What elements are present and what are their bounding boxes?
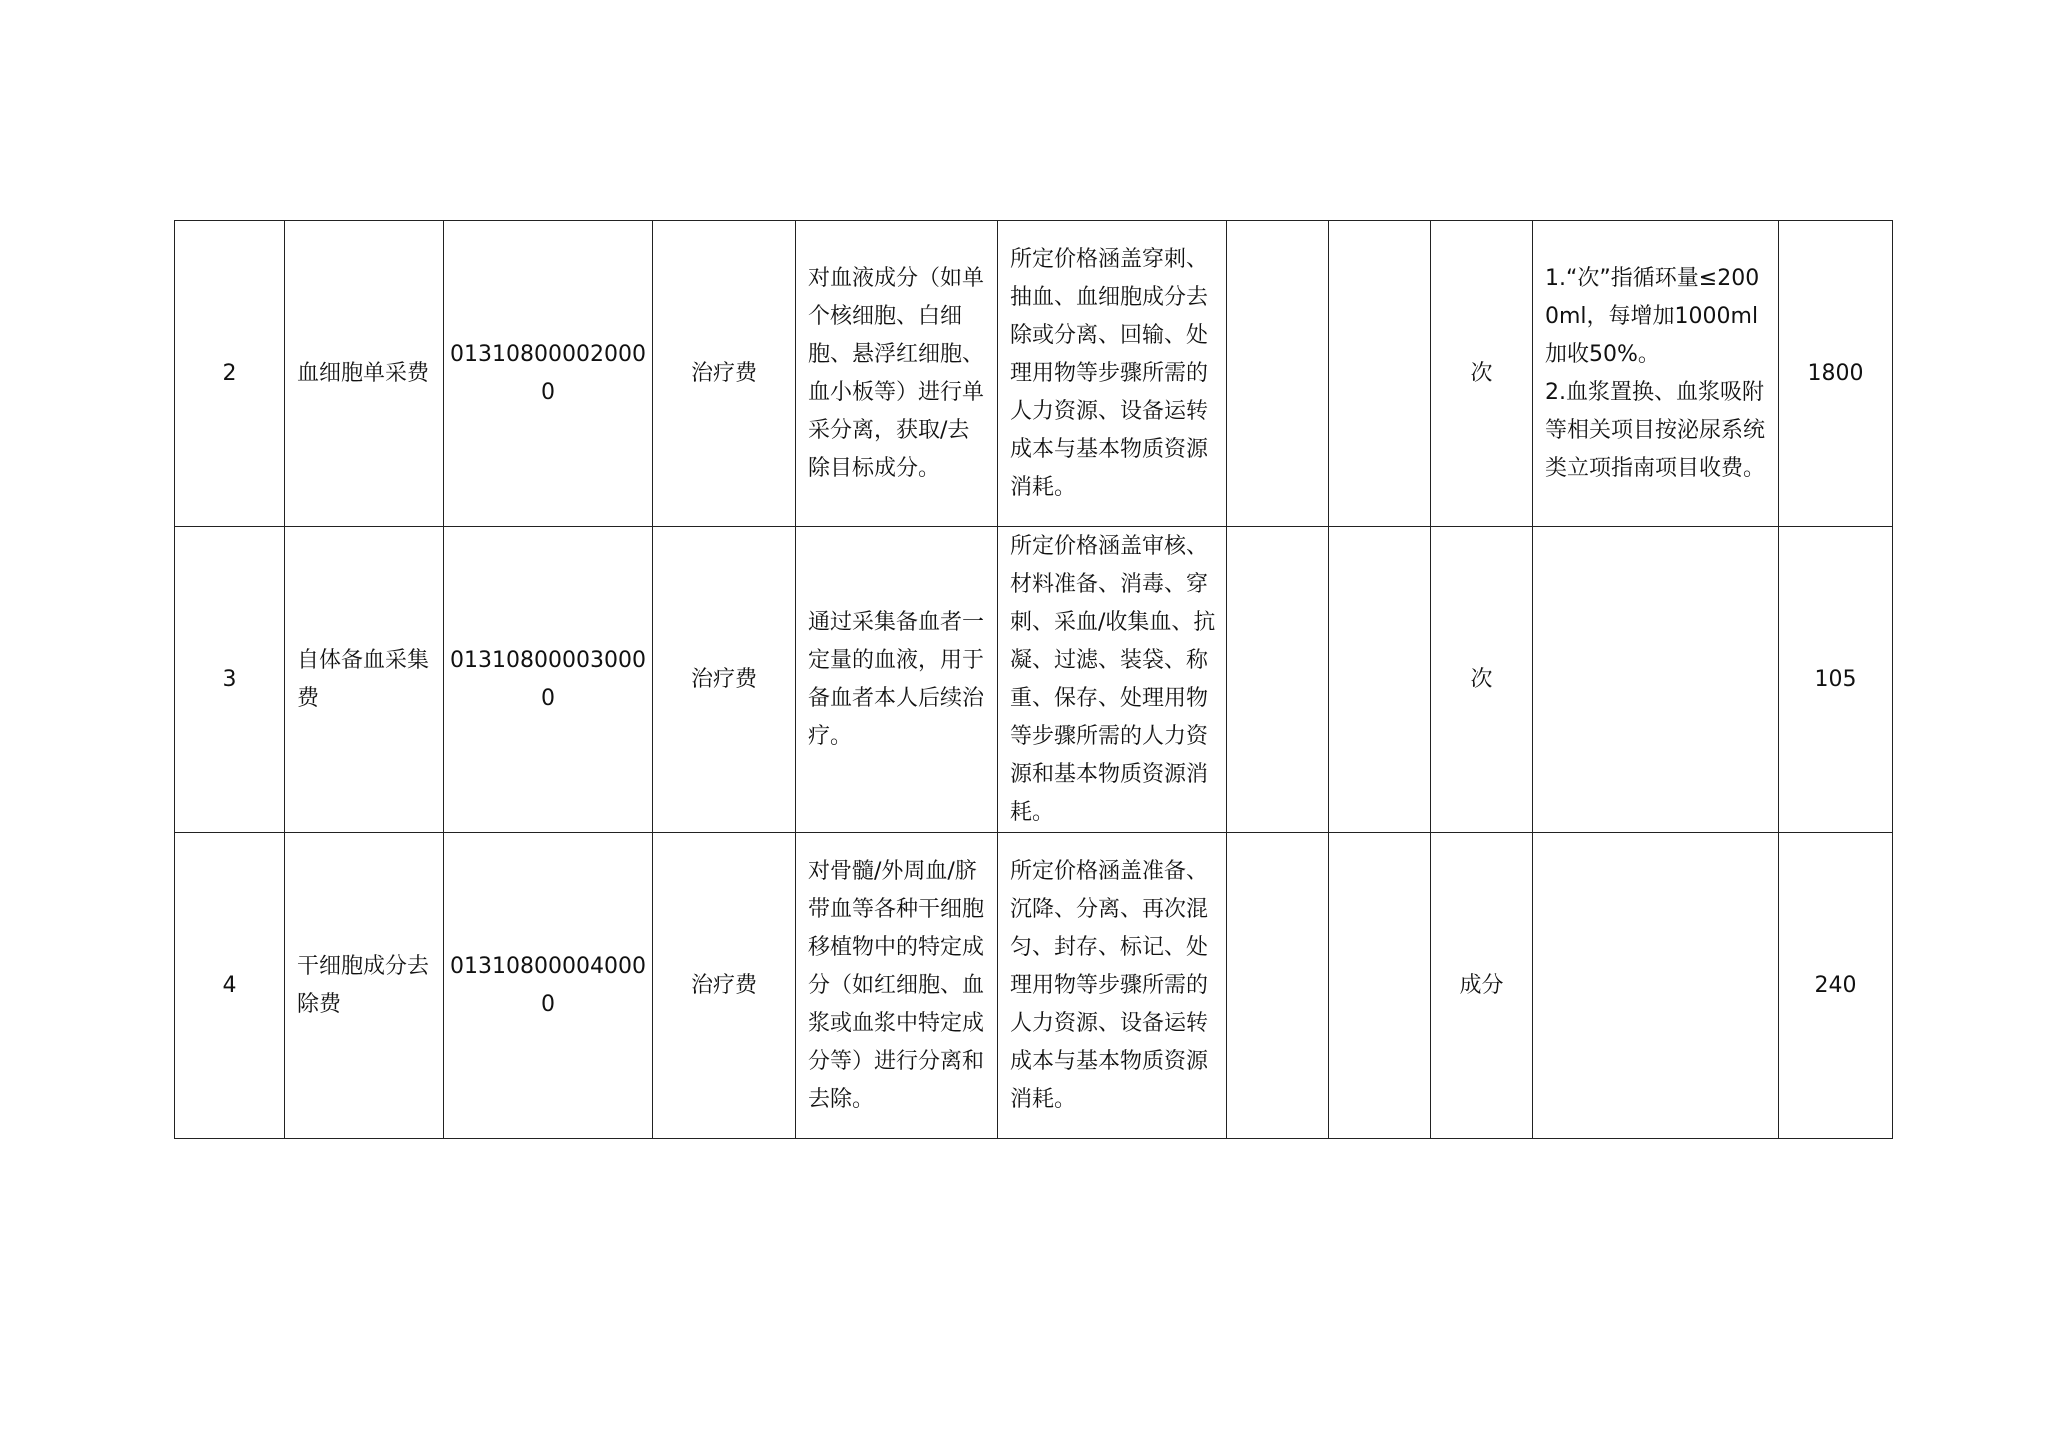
table-row — [175, 833, 1893, 1139]
price-unit: 次 — [1431, 221, 1533, 527]
price-scope: 所定价格涵盖准备、沉降、分离、再次混匀、封存、标记、处理用物等步骤所需的人力资源、设备运转成本与基本物质资源消耗。 — [998, 833, 1227, 1139]
price-scope: 所定价格涵盖审核、材料准备、消毒、穿刺、采血/收集血、抗凝、过滤、装袋、称重、保存、处理用物等步骤所需的人力资源和基本物质资源消耗。 — [998, 527, 1227, 833]
item-code: 013108000020000 — [444, 221, 653, 527]
table-row — [175, 221, 1893, 527]
table-row — [175, 527, 1893, 833]
service-content: 对血液成分（如单个核细胞、白细胞、悬浮红细胞、血小板等）进行单采分离，获取/去除目标成分。 — [796, 221, 998, 527]
excluded-items — [1227, 833, 1329, 1139]
item-number: 2 — [175, 221, 285, 527]
item-name: 干细胞成分去除费 — [285, 833, 444, 1139]
extra-items — [1329, 527, 1431, 833]
item-category: 治疗费 — [653, 833, 796, 1139]
notes-cell — [1533, 527, 1779, 833]
notes-cell — [1533, 221, 1779, 527]
notes-cell — [1533, 833, 1779, 1139]
item-number: 3 — [175, 527, 285, 833]
item-number: 4 — [175, 833, 285, 1139]
note-line: 1.“次”指循环量≤2000ml，每增加1000ml加收50%。 — [1545, 265, 1760, 367]
extra-items — [1329, 221, 1431, 527]
price-value: 240 — [1779, 833, 1893, 1139]
item-category: 治疗费 — [653, 527, 796, 833]
item-name: 自体备血采集费 — [285, 527, 444, 833]
price-unit: 次 — [1431, 527, 1533, 833]
item-name: 血细胞单采费 — [285, 221, 444, 527]
extra-items — [1329, 833, 1431, 1139]
price-unit: 成分 — [1431, 833, 1533, 1139]
price-value: 1800 — [1779, 221, 1893, 527]
excluded-items — [1227, 527, 1329, 833]
item-code: 013108000030000 — [444, 527, 653, 833]
price-value: 105 — [1779, 527, 1893, 833]
item-code: 013108000040000 — [444, 833, 653, 1139]
service-content: 对骨髓/外周血/脐带血等各种干细胞移植物中的特定成分（如红细胞、血浆或血浆中特定成分等）进行分离和去除。 — [796, 833, 998, 1139]
pricing-table — [174, 220, 1893, 1139]
excluded-items — [1227, 221, 1329, 527]
note-line: 2.血浆置换、血浆吸附等相关项目按泌尿系统类立项指南项目收费。 — [1545, 379, 1766, 481]
price-scope: 所定价格涵盖穿刺、抽血、血细胞成分去除或分离、回输、处理用物等步骤所需的人力资源、设备运转成本与基本物质资源消耗。 — [998, 221, 1227, 527]
service-content: 通过采集备血者一定量的血液，用于备血者本人后续治疗。 — [796, 527, 998, 833]
item-category: 治疗费 — [653, 221, 796, 527]
